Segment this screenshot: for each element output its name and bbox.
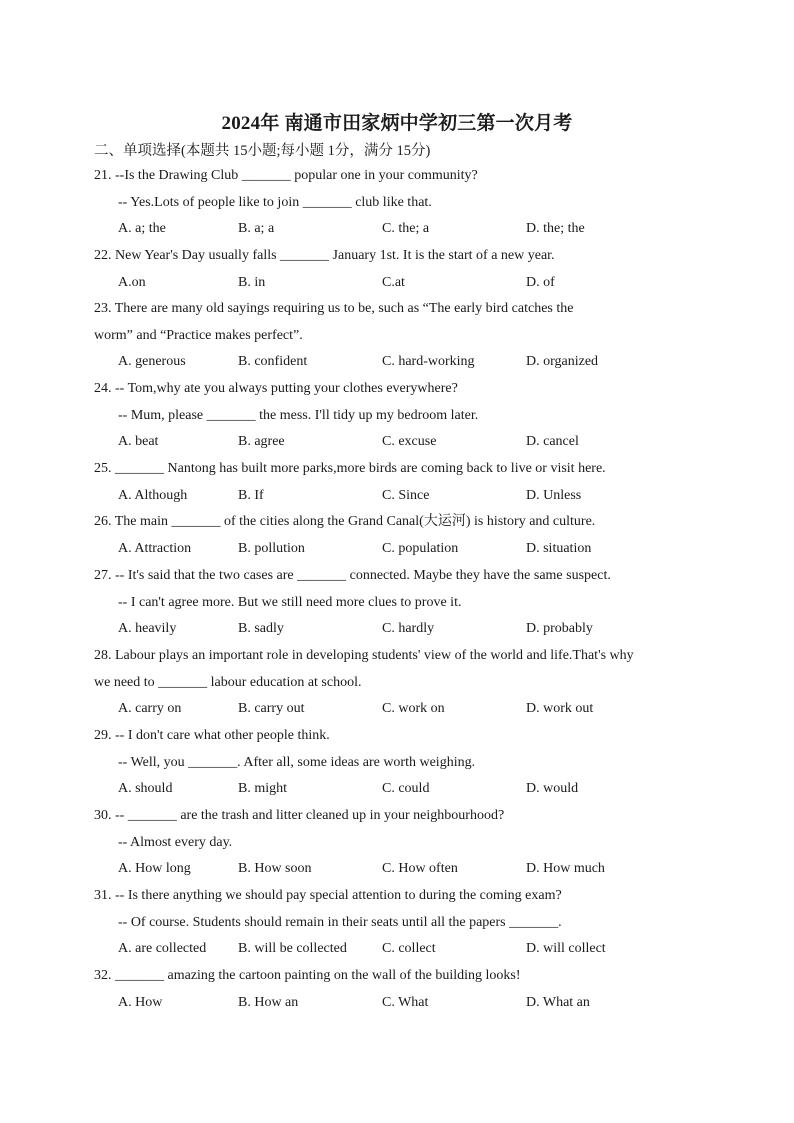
question-stem: 24. -- Tom,why ate you always putting your clothes everywhere?: [94, 381, 458, 396]
question-stem: 30. -- _______ are the trash and litter cleaned up in your neighbourhood?: [94, 808, 505, 823]
answer-option-b[interactable]: B. carry out: [238, 701, 305, 717]
answer-option-d[interactable]: D. will collect: [526, 941, 606, 957]
question-line: -- Well, you _______. After all, some ideas are worth weighing.: [118, 754, 476, 770]
answer-option-c[interactable]: C. could: [382, 781, 430, 797]
answer-option-a[interactable]: A. Attraction: [118, 540, 192, 556]
answer-option-c[interactable]: C. hardly: [382, 621, 435, 637]
answer-option-c[interactable]: C. hard-working: [382, 354, 475, 370]
answer-option-a[interactable]: A. How long: [118, 861, 191, 877]
answer-option-a[interactable]: A. beat: [118, 434, 159, 450]
exam-title: 2024年 南通市田家炳中学初三第一次月考: [221, 113, 573, 134]
answer-option-b[interactable]: B. might: [238, 781, 288, 797]
answer-option-a[interactable]: A. are collected: [118, 941, 207, 957]
answer-option-b[interactable]: B. will be collected: [238, 941, 347, 957]
question-line: worm” and “Practice makes perfect”.: [94, 327, 303, 343]
question-line: we need to _______ labour education at school.: [94, 674, 362, 690]
answer-option-c[interactable]: C. excuse: [382, 434, 437, 450]
question-line: -- Of course. Students should remain in their seats until all the papers _______.: [118, 914, 562, 930]
question-stem: 31. -- Is there anything we should pay special attention to during the coming exam?: [94, 888, 562, 903]
section-heading: 二、单项选择(本题共 15小题;每小题 1分，满分 15分): [94, 143, 431, 159]
answer-option-a[interactable]: A. a; the: [118, 221, 166, 237]
question-stem: 32. _______ amazing the cartoon painting on the wall of the building looks!: [94, 968, 521, 983]
question-stem: 28. Labour plays an important role in developing students' view of the world and life.That's why: [94, 648, 634, 663]
question-stem: 22. New Year's Day usually falls _______ January 1st. It is the start of a new year.: [94, 248, 555, 263]
answer-option-c[interactable]: C.at: [382, 274, 405, 290]
answer-option-a[interactable]: A. How: [118, 994, 163, 1010]
answer-option-d[interactable]: D. work out: [526, 701, 594, 717]
answer-option-a[interactable]: A. carry on: [118, 701, 182, 717]
answer-option-c[interactable]: C. What: [382, 994, 429, 1010]
answer-option-c[interactable]: C. the; a: [382, 221, 430, 237]
answer-option-c[interactable]: C. collect: [382, 941, 436, 957]
question-stem: 21. --Is the Drawing Club _______ popular one in your community?: [94, 168, 478, 183]
answer-option-b[interactable]: B. a; a: [238, 221, 275, 237]
answer-option-c[interactable]: C. population: [382, 540, 459, 556]
answer-option-b[interactable]: B. pollution: [238, 540, 305, 556]
question-stem: 23. There are many old sayings requiring us to be, such as “The early bird catches the: [94, 301, 574, 316]
question-stem: 27. -- It's said that the two cases are _______ connected. Maybe they have the same suspect.: [94, 568, 611, 583]
answer-option-b[interactable]: B. sadly: [238, 621, 284, 637]
answer-option-d[interactable]: D. How much: [526, 861, 605, 877]
answer-option-c[interactable]: C. How often: [382, 861, 458, 877]
answer-option-d[interactable]: D. situation: [526, 540, 592, 556]
answer-option-a[interactable]: A. should: [118, 781, 173, 797]
answer-option-d[interactable]: D. would: [526, 781, 579, 797]
answer-option-b[interactable]: B. How an: [238, 994, 299, 1010]
answer-option-a[interactable]: A. Although: [118, 487, 188, 503]
answer-option-d[interactable]: D. of: [526, 274, 555, 290]
question-line: -- I can't agree more. But we still need more clues to prove it.: [118, 594, 462, 610]
answer-option-a[interactable]: A.on: [118, 274, 146, 290]
answer-option-a[interactable]: A. generous: [118, 354, 186, 370]
question-line: -- Almost every day.: [118, 834, 233, 850]
answer-option-d[interactable]: D. organized: [526, 354, 599, 370]
answer-option-b[interactable]: B. in: [238, 274, 266, 290]
answer-option-b[interactable]: B. How soon: [238, 861, 312, 877]
answer-option-b[interactable]: B. agree: [238, 434, 285, 450]
answer-option-a[interactable]: A. heavily: [118, 621, 177, 637]
answer-option-b[interactable]: B. confident: [238, 354, 308, 370]
answer-option-d[interactable]: D. the; the: [526, 221, 585, 237]
answer-option-c[interactable]: C. Since: [382, 487, 430, 503]
question-line: -- Yes.Lots of people like to join _______ club like that.: [118, 194, 432, 210]
answer-option-d[interactable]: D. probably: [526, 621, 593, 637]
answer-option-b[interactable]: B. If: [238, 487, 264, 503]
answer-option-c[interactable]: C. work on: [382, 701, 445, 717]
answer-option-d[interactable]: D. What an: [526, 994, 590, 1010]
question-stem: 29. -- I don't care what other people think.: [94, 728, 330, 743]
question-stem: 26. The main _______ of the cities along the Grand Canal(大运河) is history and culture.: [94, 514, 596, 529]
answer-option-d[interactable]: D. cancel: [526, 434, 579, 450]
question-stem: 25. _______ Nantong has built more parks,more birds are coming back to live or visit here.: [94, 461, 606, 476]
question-line: -- Mum, please _______ the mess. I'll tidy up my bedroom later.: [118, 407, 479, 423]
answer-option-d[interactable]: D. Unless: [526, 487, 582, 503]
